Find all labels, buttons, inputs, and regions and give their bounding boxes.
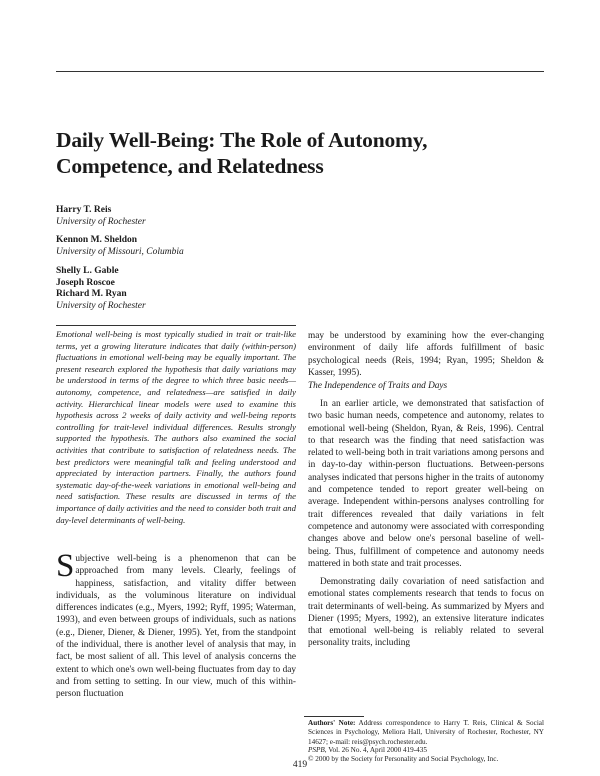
authors-note [308,719,544,747]
copyright-notice: © 2000 by the Society for Personality and Social Psychology, Inc. [308,755,499,763]
author-affiliation: University of Missouri, Columbia [56,246,184,257]
author-name: Richard M. Ryan [56,289,127,299]
authors-note-text: Address correspondence to Harry T. Reis, Clinical & Social Sciences in Psychology, Meliora Hall, University of Rochester, Rochester, NY 14627; e-mail: reis@psych.rochester.edu. [308,719,544,746]
authors-note-label: Authors' Note: [308,719,356,727]
page-number: 419 [292,760,308,770]
journal-volume: Vol. 26 No. 4, April 2000 419-435 [328,746,427,754]
author-group-3 [56,266,146,312]
author-affiliation: University of Rochester [56,300,146,311]
journal-label: PSPB, [308,746,327,754]
header-rule [56,71,544,72]
author-name: Shelly L. Gable [56,266,119,276]
body-paragraph-1: may be understood by examining how the ever-changing environment of daily life affords fulfillment of basic psychological needs (Reis, 1994; Ryan, 1995; Sheldon & Kasser, 1995). [308,331,544,378]
abstract: Emotional well-being is most typically studied in trait or trait-like terms, yet a growing literature indicates that daily (within-person) fluctuations in emotional well-being may be equally important. The present research explored the hypothesis that daily variations may be understood in terms of the degree to which three basic needs—autonomy, competence, and relatedness—are satisfied in daily activity. Hierarchical linear models were used to examine this hypothesis across 2 weeks of daily activity and well-being reports controlling for trait-level individual differences. Results strongly supported the hypothesis. The authors also examined the social activities that contribute to satisfaction of relatedness needs. The best predictors were meaningful talk and feeling understood and appreciated by interaction partners. Finally, the authors found systematic day-of-the-week variations in emotional well-being and need satisfaction. These results are discussed in terms of the importance of daily activities and the need to consider both trait and day-level determinants of well-being. [56,329,296,525]
author-group-1 [56,205,146,228]
author-group-2 [56,235,184,258]
body-paragraph-3: Demonstrating daily covariation of need satisfaction and emotional states complements research that tends to focus on trait determinants of well-being. As summarized by Myers and Diener (1995; Myers, 1992), an extensive literature indicates that emotional well-being is reliably related to several personality traits, including [308,577,544,649]
drop-cap: S [56,548,75,584]
author-name: Harry T. Reis [56,205,112,215]
intro-text: ubjective well-being is a phenomenon that can be approached from many levels. Clearly, feelings of happiness, satisfaction, and vitality differ between individuals, as the voluminous literature on individual differences indicates (e.g., Myers, 1992; Ryff, 1995; Waterman, 1993), and even between groups of individuals, such as nations (e.g., Diener, Diener, & Diener, 1995). Yet, from the standpoint of the individual, there is another level of analysis that may, in fact, be most salient of all. This level of analysis concerns the extent to which one's own well-being fluctuates from day to day and from setting to setting. In our view, much of this within-person fluctuation [56,554,296,700]
author-affiliation: University of Rochester [56,216,146,227]
author-name: Kennon M. Sheldon [56,235,138,245]
author-name: Joseph Roscoe [56,277,115,288]
footnote-rule [304,716,364,717]
abstract-rule [56,325,296,326]
intro-paragraph [56,548,296,701]
article-title: Daily Well-Being: The Role of Autonomy, Competence, and Relatedness [56,128,428,178]
section-subheading: The Independence of Traits and Days [308,381,448,391]
journal-info [308,746,544,755]
body-paragraph-2: In an earlier article, we demonstrated that satisfaction of two basic human needs, competence and autonomy, relates to emotional well-being (Sheldon, Ryan, & Reis, 1996). Central to that research was the finding that need satisfaction was related to well-being both in trait variations among persons and in day-to-day within-person fluctuations. Between-persons analyses indicated that persons higher in the traits of autonomy and competence tended to report greater well-being on average. Independent within-persons analyses controlling for trait differences revealed that daily variations in felt competence and autonomy were associated with corresponding changes above and below one's personal baseline of well-being. Thus, fulfillment of competence and autonomy needs mattered in both state and trait processes. [308,399,544,569]
